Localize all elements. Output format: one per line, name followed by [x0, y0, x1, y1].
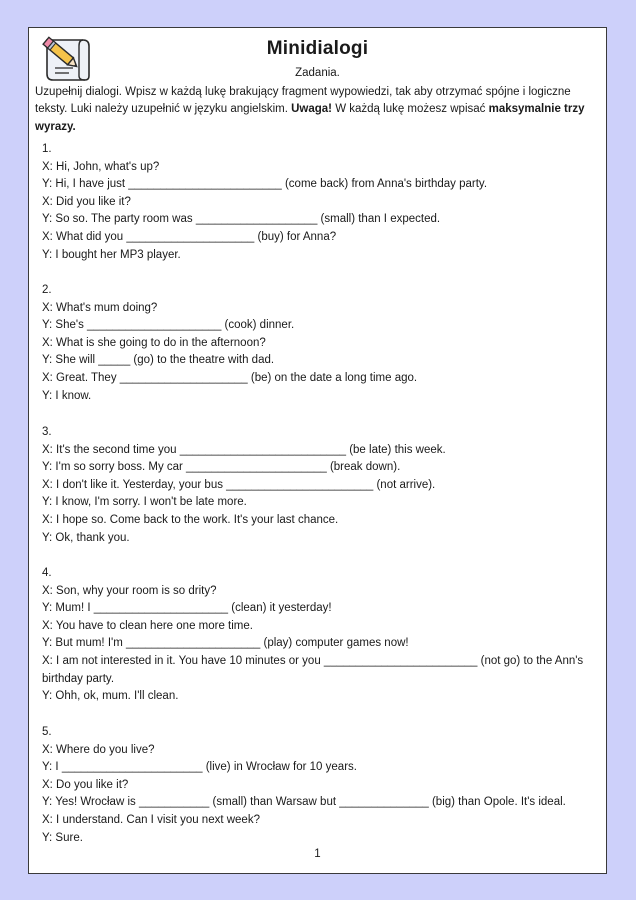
dialog-line: Y: Sure.: [42, 831, 83, 844]
dialog-5: [42, 724, 597, 847]
dialog-line: Y: I know.: [42, 389, 92, 402]
instructions: [35, 84, 585, 136]
worksheet-page: [28, 27, 607, 874]
dialog-2: [42, 282, 597, 405]
dialog-number: 4.: [42, 567, 52, 579]
dialog-line: X: I understand. Can I visit you next week?: [42, 813, 260, 826]
instructions-text: Uzupełnij dialogi. Wpisz w każdą lukę brakujący fragment wypowiedzi, tak aby otrzymać spójne i logiczne teksty. Luki należy uzupełnić w języku angielskim.: [35, 86, 571, 116]
dialog-line: Y: I'm so sorry boss. My car ______________________ (break down).: [42, 461, 401, 474]
instructions-text-2: W każdą lukę możesz wpisać: [332, 103, 489, 116]
dialog-line: Y: I know, I'm sorry. I won't be late more.: [42, 496, 247, 509]
dialog-line: X: What's mum doing?: [42, 301, 158, 314]
dialog-line: X: What did you ____________________ (buy) for Anna?: [42, 230, 337, 243]
dialog-number: 3.: [42, 426, 52, 438]
dialog-line: Y: Ohh, ok, mum. I'll clean.: [42, 690, 179, 703]
dialog-line: Y: I ______________________ (live) in Wrocław for 10 years.: [42, 761, 357, 774]
dialog-line: X: Where do you live?: [42, 743, 155, 756]
dialog-line: Y: I bought her MP3 player.: [42, 248, 181, 261]
dialog-line: X: I don't like it. Yesterday, your bus _______________________ (not arrive).: [42, 478, 436, 491]
dialog-number: 5.: [42, 726, 52, 738]
page-subtitle: Zadania.: [295, 67, 340, 79]
dialog-3: [42, 424, 597, 547]
dialog-line: Y: Hi, I have just ________________________ (come back) from Anna's birthday party.: [42, 178, 488, 191]
instructions-limit: maksymalnie trzy wyrazy.: [35, 103, 585, 133]
instructions-warning: Uwaga!: [291, 103, 333, 116]
page-title: Minidialogi: [266, 38, 369, 59]
dialog-line: Y: She's _____________________ (cook) dinner.: [42, 319, 295, 332]
dialog-1: [42, 141, 597, 264]
dialog-line: X: Great. They ____________________ (be) on the date a long time ago.: [42, 371, 418, 384]
dialog-line: X: You have to clean here one more time.: [42, 619, 253, 632]
dialog-line: X: Hi, John, what's up?: [42, 160, 160, 173]
dialog-number: 1.: [42, 143, 52, 155]
dialog-line: X: I am not interested in it. You have 10 minutes or you ________________________ (not go) to the Ann's birthday party.: [42, 654, 584, 685]
dialog-4: [42, 565, 597, 706]
dialog-line: Y: Ok, thank you.: [42, 531, 130, 544]
dialog-line: X: Did you like it?: [42, 195, 131, 208]
dialog-line: X: I hope so. Come back to the work. It's your last chance.: [42, 513, 339, 526]
dialog-line: Y: Mum! I _____________________ (clean) it yesterday!: [42, 602, 332, 615]
dialog-line: X: Do you like it?: [42, 778, 129, 791]
dialog-line: X: It's the second time you __________________________ (be late) this week.: [42, 443, 446, 456]
dialog-number: 2.: [42, 284, 52, 296]
dialog-line: Y: But mum! I'm _____________________ (play) computer games now!: [42, 637, 409, 650]
dialog-line: X: Son, why your room is so drity?: [42, 584, 217, 597]
dialog-line: Y: So so. The party room was ___________________ (small) than I expected.: [42, 213, 441, 226]
dialog-line: Y: She will _____ (go) to the theatre with dad.: [42, 354, 275, 367]
dialog-line: Y: Yes! Wrocław is ___________ (small) than Warsaw but ______________ (big) than Opole. It's ideal.: [42, 796, 566, 809]
page-number: 1: [314, 848, 321, 860]
dialog-line: X: What is she going to do in the afternoon?: [42, 336, 266, 349]
